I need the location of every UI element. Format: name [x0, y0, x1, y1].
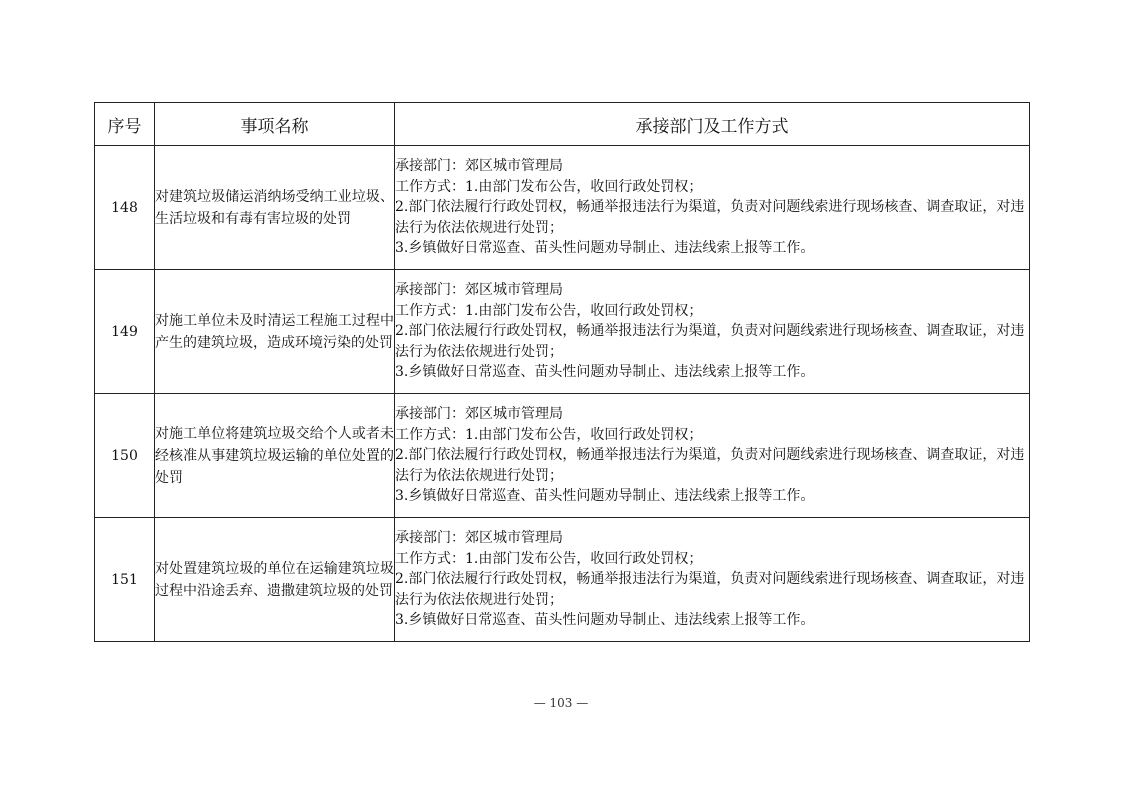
- department-line: 承接部门：郊区城市管理局: [395, 158, 563, 175]
- method-line: 3.乡镇做好日常巡查、苗头性问题劝导制止、违法线索上报等工作。: [395, 364, 815, 381]
- table-row: [95, 146, 1030, 270]
- method-line: 2.部门依法履行行政处罚权，畅通举报违法行为渠道，负责对问题线索进行现场核查、调查取证，对违法行为依法依规进行处罚；: [395, 571, 1025, 608]
- header-serial-number: 序号: [95, 103, 155, 146]
- department-line: 承接部门：郊区城市管理局: [395, 282, 563, 299]
- method-line: 2.部门依法履行行政处罚权，畅通举报违法行为渠道，负责对问题线索进行现场核查、调查取证，对违法行为依法依规进行处罚；: [395, 323, 1025, 360]
- matter-name: 对处置建筑垃圾的单位在运输建筑垃圾过程中沿途丢弃、遗撒建筑垃圾的处罚: [155, 518, 395, 642]
- department-line: 承接部门：郊区城市管理局: [395, 406, 563, 423]
- method-line: 2.部门依法履行行政处罚权，畅通举报违法行为渠道，负责对问题线索进行现场核查、调查取证，对违法行为依法依规进行处罚；: [395, 199, 1025, 236]
- matter-name: 对施工单位未及时清运工程施工过程中产生的建筑垃圾，造成环境污染的处罚: [155, 270, 395, 394]
- row-number: 148: [95, 146, 155, 270]
- matters-table: [94, 102, 1030, 642]
- method-line: 3.乡镇做好日常巡查、苗头性问题劝导制止、违法线索上报等工作。: [395, 240, 815, 257]
- row-number: 149: [95, 270, 155, 394]
- department-line: 承接部门：郊区城市管理局: [395, 530, 563, 547]
- table-header-row: [95, 103, 1030, 146]
- header-matter-name: 事项名称: [155, 103, 395, 146]
- table-row: [95, 518, 1030, 642]
- matter-name: 对施工单位将建筑垃圾交给个人或者未经核准从事建筑垃圾运输的单位处置的处罚: [155, 394, 395, 518]
- table-row: [95, 394, 1030, 518]
- table-row: [95, 270, 1030, 394]
- department-method: [395, 270, 1030, 394]
- department-method: [395, 518, 1030, 642]
- department-method: [395, 146, 1030, 270]
- method-line: 工作方式：1.由部门发布公告，收回行政处罚权；: [395, 302, 703, 319]
- method-line: 3.乡镇做好日常巡查、苗头性问题劝导制止、违法线索上报等工作。: [395, 488, 815, 505]
- row-number: 150: [95, 394, 155, 518]
- method-line: 2.部门依法履行行政处罚权，畅通举报违法行为渠道，负责对问题线索进行现场核查、调查取证，对违法行为依法依规进行处罚；: [395, 447, 1025, 484]
- header-department-method: 承接部门及工作方式: [395, 103, 1030, 146]
- method-line: 3.乡镇做好日常巡查、苗头性问题劝导制止、违法线索上报等工作。: [395, 612, 815, 629]
- department-method: [395, 394, 1030, 518]
- page-number: — 103 —: [533, 696, 589, 710]
- method-line: 工作方式：1.由部门发布公告，收回行政处罚权；: [395, 426, 703, 443]
- method-line: 工作方式：1.由部门发布公告，收回行政处罚权；: [395, 178, 703, 195]
- matter-name: 对建筑垃圾储运消纳场受纳工业垃圾、生活垃圾和有毒有害垃圾的处罚: [155, 146, 395, 270]
- row-number: 151: [95, 518, 155, 642]
- method-line: 工作方式：1.由部门发布公告，收回行政处罚权；: [395, 550, 703, 567]
